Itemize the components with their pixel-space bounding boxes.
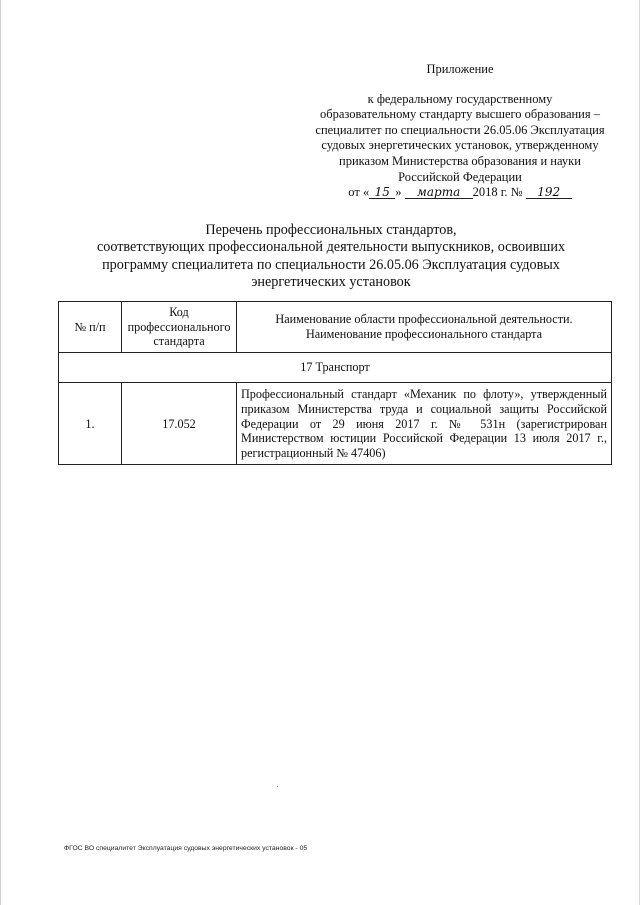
header-code: Код профессионального стандарта: [122, 302, 237, 353]
speck: [277, 786, 278, 787]
appendix-line: образовательному стандарту высшего образования –: [319, 107, 600, 122]
appendix-line: специалитет по специальности 26.05.06 Эксплуатация: [315, 122, 605, 137]
appendix-line: приказом Министерства образования и науки: [339, 153, 581, 168]
section-title: 17 Транспорт: [59, 352, 612, 383]
date-prefix: от «: [348, 185, 370, 200]
appendix-line: судовых энергетических установок, утвержденному: [321, 138, 599, 153]
heading-line: энергетических установок: [251, 274, 411, 291]
quote-close: »: [395, 185, 402, 200]
handwritten-order-number: 192: [526, 186, 572, 199]
heading-line: Перечень профессиональных стандартов,: [205, 222, 457, 238]
standards-table: [58, 301, 612, 465]
row-code: 17.052: [122, 383, 237, 465]
year-text: 2018 г. №: [472, 185, 523, 200]
row-num: 1.: [59, 383, 122, 465]
table-section-row: [59, 352, 612, 383]
header-name: Наименование области профессиональной деятельности. Наименование профессионального стандарта: [237, 302, 612, 353]
handwritten-day: 15: [369, 186, 395, 199]
handwritten-month: марта: [405, 186, 473, 199]
appendix-block: [301, 62, 619, 201]
page-footer: ФГОС ВО специалитет Эксплуатация судовых энергетических установок - 05: [64, 845, 308, 852]
heading-line: программу специалитета по специальности 26.05.06 Эксплуатация судовых: [102, 256, 560, 273]
heading-line: соответствующих профессиональной деятельности выпускников, освоивших: [96, 239, 566, 256]
header-num: № п/п: [59, 302, 122, 353]
appendix-date-line: [301, 185, 619, 201]
table-row: [59, 383, 612, 465]
table-header-row: [59, 302, 612, 353]
appendix-line: Российской Федерации: [398, 169, 522, 184]
row-description: Профессиональный стандарт «Механик по флоту», утвержденный приказом Министерства труда и социальной защиты Российской Федерации от 29 июня 2017 г. № 531н (зарегистрирован Министерством юстиции Российской Федерации 13 июля 2017 г., регистрационный № 47406): [237, 383, 612, 465]
document-heading: [61, 222, 601, 292]
appendix-line: к федеральному государственному: [367, 91, 553, 106]
appendix-title: Приложение: [426, 62, 494, 76]
